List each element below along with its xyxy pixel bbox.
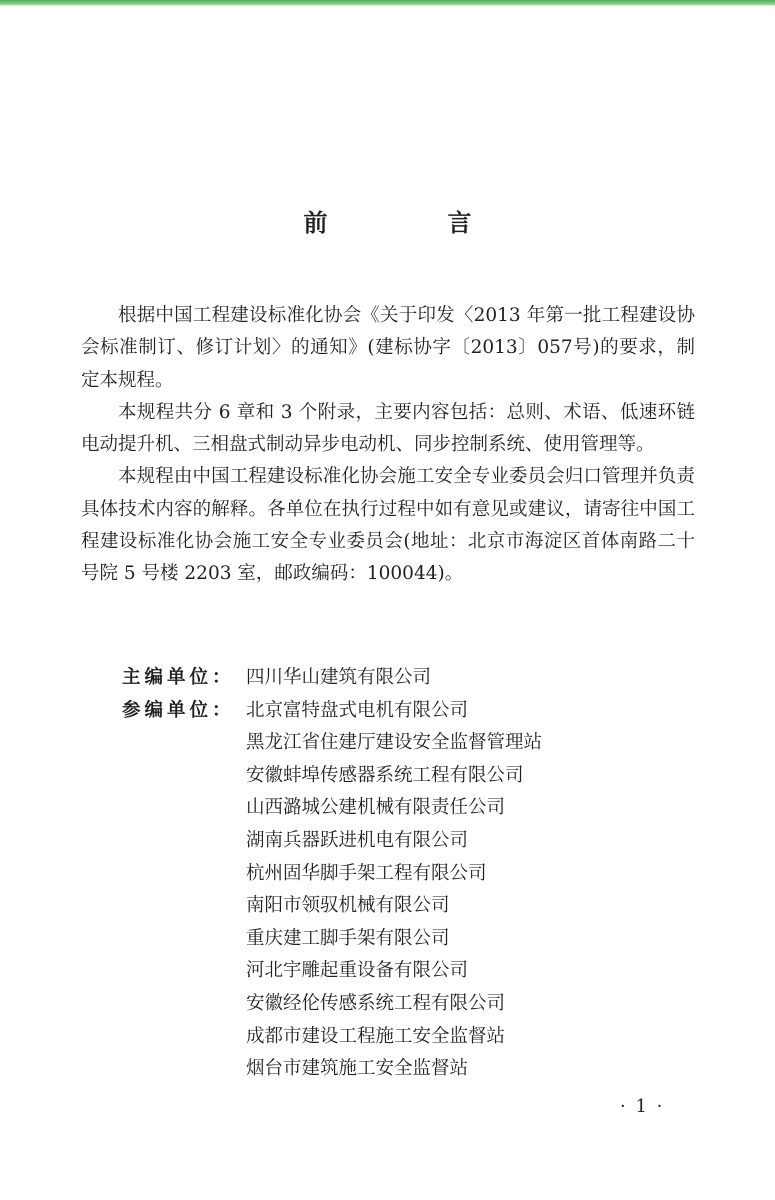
- drafting-units: [122, 662, 542, 1086]
- participating-unit-label: 参编单位：: [122, 699, 235, 721]
- paragraph-2: 本规程共分 6 章和 3 个附录，主要内容包括：总则、术语、低速环链电动提升机、三相盘式制动异步电动机、同步控制系统、使用管理等。: [81, 401, 695, 456]
- participating-unit-name: 成都市建设工程施工安全监督站: [246, 1025, 506, 1047]
- participating-unit-name: 山西潞城公建机械有限责任公司: [246, 797, 506, 819]
- participating-unit-row: [122, 988, 542, 1021]
- paragraph-3: 本规程由中国工程建设标准化协会施工安全专业委员会归口管理并负责具体技术内容的解释。各单位在执行过程中如有意见或建议，请寄往中国工程建设标准化协会施工安全专业委员会(地址：北京市海淀区首体南路二十号院 5 号楼 2203 室，邮政编码：100044)。: [81, 466, 695, 585]
- chief-unit-name: 四川华山建筑有限公司: [246, 667, 432, 688]
- participating-unit-row: [122, 825, 542, 858]
- participating-unit-name: 重庆建工脚手架有限公司: [246, 927, 450, 949]
- participating-unit-name: 黑龙江省住建厅建设安全监督管理站: [246, 732, 543, 754]
- participating-unit-row: [122, 955, 542, 988]
- chief-unit-label: 主编单位：: [122, 667, 235, 688]
- participating-unit-name: 安徽经伦传感系统工程有限公司: [246, 992, 506, 1014]
- participating-unit-name: 安徽蚌埠传感器系统工程有限公司: [246, 764, 524, 786]
- page-title: 前 言: [303, 209, 520, 237]
- paragraph-1: 根据中国工程建设标准化协会《关于印发〈2013 年第一批工程建设协会标准制订、修订计划〉的通知》(建标协字〔2013〕057号)的要求，制定本规程。: [81, 305, 695, 391]
- participating-unit-row: [122, 760, 542, 793]
- page-number: · 1 ·: [620, 1096, 665, 1117]
- participating-unit-name: 烟台市建筑施工安全监督站: [246, 1058, 469, 1080]
- participating-unit-row: [122, 727, 542, 760]
- participating-unit-name: 南阳市领驭机械有限公司: [246, 895, 450, 917]
- chief-unit-row: [122, 662, 542, 695]
- participating-unit-name: 湖南兵器跃进机电有限公司: [246, 829, 469, 851]
- participating-unit-name: 河北宇雕起重设备有限公司: [246, 960, 469, 982]
- participating-unit-row: [122, 1021, 542, 1054]
- participating-unit-row: [122, 923, 542, 956]
- participating-unit-row: [122, 695, 542, 728]
- participating-unit-row: [122, 890, 542, 923]
- preface-body: [81, 300, 695, 591]
- participating-unit-row: [122, 792, 542, 825]
- participating-unit-row: [122, 1053, 542, 1086]
- participating-unit-name: 北京富特盘式电机有限公司: [246, 699, 469, 721]
- participating-unit-row: [122, 858, 542, 891]
- participating-unit-name: 杭州固华脚手架工程有限公司: [246, 862, 487, 884]
